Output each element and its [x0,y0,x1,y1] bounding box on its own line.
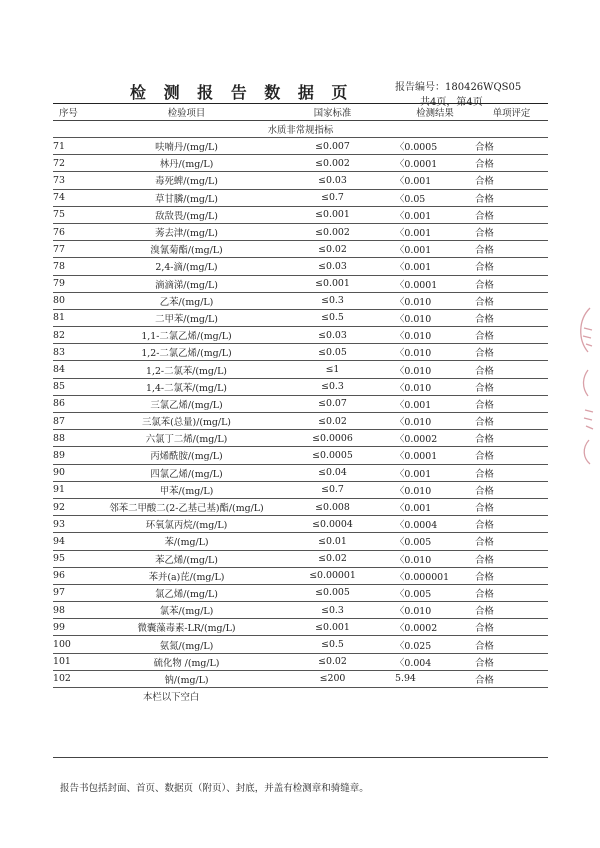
row-evaluation: 合格 [475,223,548,240]
row-result: 〈0.005 [395,533,475,550]
row-number: 98 [53,602,103,619]
row-evaluation: 合格 [475,584,548,601]
row-number: 79 [53,275,103,292]
row-result: 〈0.000001 [395,567,475,584]
row-number: 78 [53,258,103,275]
row-number: 84 [53,361,103,378]
col-header-standard: 国家标准 [270,104,395,121]
row-evaluation: 合格 [475,361,548,378]
row-standard: ≤0.5 [270,636,395,653]
row-number: 97 [53,584,103,601]
row-evaluation: 合格 [475,533,548,550]
row-evaluation: 合格 [475,327,548,344]
row-standard: ≤200 [270,670,395,687]
row-evaluation: 合格 [475,413,548,430]
row-standard: ≤0.3 [270,378,395,395]
page-info: 共4页，第4页 [420,97,483,108]
row-standard: ≤0.02 [270,550,395,567]
table-row [53,670,548,687]
row-item: 氯苯/(mg/L) [103,602,270,619]
row-evaluation: 合格 [475,258,548,275]
row-number: 71 [53,138,103,155]
row-item: 苯并(a)芘/(mg/L) [103,567,270,584]
row-result: 〈0.001 [395,395,475,412]
row-number: 102 [53,670,103,687]
row-number: 87 [53,413,103,430]
row-result: 〈0.05 [395,189,475,206]
table-row [53,361,548,378]
end-note: 本栏以下空白 [143,692,200,704]
row-evaluation: 合格 [475,172,548,189]
row-standard: ≤0.7 [270,481,395,498]
row-result: 〈0.010 [395,327,475,344]
row-evaluation: 合格 [475,430,548,447]
seal-stamp-icon [574,300,596,470]
row-result: 〈0.001 [395,258,475,275]
table-row [53,395,548,412]
row-evaluation: 合格 [475,636,548,653]
row-number: 93 [53,516,103,533]
row-number: 72 [53,155,103,172]
table-row [53,258,548,275]
row-evaluation: 合格 [475,481,548,498]
table-row [53,567,548,584]
row-item: 硫化物 /(mg/L) [103,653,270,670]
row-standard: ≤0.002 [270,155,395,172]
row-evaluation: 合格 [475,447,548,464]
col-header-evaluation: 单项评定 [475,104,548,121]
table-row [53,636,548,653]
row-number: 99 [53,619,103,636]
row-result: 〈0.0005 [395,138,475,155]
row-evaluation: 合格 [475,602,548,619]
row-standard: ≤0.001 [270,275,395,292]
section-row [53,121,548,138]
table-header-row [53,104,548,121]
row-standard: ≤0.3 [270,602,395,619]
row-result: 〈0.010 [395,344,475,361]
row-evaluation: 合格 [475,653,548,670]
row-item: 三氯苯(总量)/(mg/L) [103,413,270,430]
row-item: 2,4-滴/(mg/L) [103,258,270,275]
table-row [53,275,548,292]
row-standard: ≤0.01 [270,533,395,550]
col-header-item: 检验项目 [103,104,270,121]
row-number: 88 [53,430,103,447]
row-item: 二甲苯/(mg/L) [103,309,270,326]
table-row [53,447,548,464]
row-number: 89 [53,447,103,464]
row-item: 苯乙烯/(mg/L) [103,550,270,567]
row-evaluation: 合格 [475,292,548,309]
table-row [53,309,548,326]
row-item: 氯乙烯/(mg/L) [103,584,270,601]
row-item: 1,1-二氯乙烯/(mg/L) [103,327,270,344]
row-evaluation: 合格 [475,464,548,481]
row-standard: ≤0.02 [270,653,395,670]
row-result: 〈0.010 [395,361,475,378]
row-number: 77 [53,241,103,258]
row-item: 甲苯/(mg/L) [103,481,270,498]
row-item: 林丹/(mg/L) [103,155,270,172]
row-standard: ≤0.005 [270,584,395,601]
row-number: 74 [53,189,103,206]
row-evaluation: 合格 [475,155,548,172]
row-number: 76 [53,223,103,240]
table-row [53,498,548,515]
table-row [53,533,548,550]
row-standard: ≤0.008 [270,498,395,515]
row-evaluation: 合格 [475,138,548,155]
table-row [53,516,548,533]
table-row [53,378,548,395]
row-result: 〈0.005 [395,584,475,601]
row-item: 三氯乙烯/(mg/L) [103,395,270,412]
row-number: 96 [53,567,103,584]
row-item: 氨氮/(mg/L) [103,636,270,653]
row-item: 乙苯/(mg/L) [103,292,270,309]
table-row [53,155,548,172]
row-item: 1,2-二氯苯/(mg/L) [103,361,270,378]
row-item: 苯/(mg/L) [103,533,270,550]
table-row [53,344,548,361]
row-item: 环氧氯丙烷/(mg/L) [103,516,270,533]
section-title: 水质非常规指标 [53,121,548,138]
row-number: 75 [53,206,103,223]
row-evaluation: 合格 [475,670,548,687]
row-number: 92 [53,498,103,515]
row-evaluation: 合格 [475,619,548,636]
row-result: 〈0.010 [395,602,475,619]
row-result: 〈0.010 [395,550,475,567]
end-note-row [53,688,548,705]
row-standard: ≤0.002 [270,223,395,240]
row-standard: ≤0.007 [270,138,395,155]
table-row [53,464,548,481]
row-result: 〈0.001 [395,172,475,189]
row-number: 83 [53,344,103,361]
table-row [53,189,548,206]
row-evaluation: 合格 [475,516,548,533]
row-item: 1,4-二氯苯/(mg/L) [103,378,270,395]
row-evaluation: 合格 [475,309,548,326]
row-number: 86 [53,395,103,412]
col-header-result: 检测结果 [395,104,475,121]
row-item: 四氯乙烯/(mg/L) [103,464,270,481]
row-standard: ≤0.5 [270,309,395,326]
row-result: 〈0.004 [395,653,475,670]
table-row [53,602,548,619]
table-row [53,206,548,223]
table-row [53,172,548,189]
row-standard: ≤0.03 [270,258,395,275]
row-number: 94 [53,533,103,550]
row-number: 91 [53,481,103,498]
row-evaluation: 合格 [475,206,548,223]
row-evaluation: 合格 [475,378,548,395]
row-item: 溴氰菊酯/(mg/L) [103,241,270,258]
row-standard: ≤0.02 [270,241,395,258]
table-row [53,481,548,498]
row-number: 95 [53,550,103,567]
row-result: 〈0.001 [395,464,475,481]
row-evaluation: 合格 [475,189,548,206]
table-row [53,550,548,567]
table-row [53,584,548,601]
row-result: 〈0.0001 [395,447,475,464]
row-result: 〈0.010 [395,378,475,395]
row-result: 〈0.0004 [395,516,475,533]
row-evaluation: 合格 [475,395,548,412]
row-item: 钠/(mg/L) [103,670,270,687]
row-item: 滴滴涕/(mg/L) [103,275,270,292]
row-result: 〈0.010 [395,309,475,326]
row-result: 〈0.0001 [395,155,475,172]
table-row [53,413,548,430]
row-number: 85 [53,378,103,395]
row-item: 微囊藻毒素-LR/(mg/L) [103,619,270,636]
row-item: 莠去津/(mg/L) [103,223,270,240]
row-standard: ≤0.001 [270,206,395,223]
report-number: 报告编号：180426WQS05 [395,82,522,93]
row-result: 〈0.001 [395,241,475,258]
row-item: 敌敌畏/(mg/L) [103,206,270,223]
row-result: 〈0.010 [395,481,475,498]
row-evaluation: 合格 [475,498,548,515]
row-result: 〈0.001 [395,206,475,223]
row-evaluation: 合格 [475,241,548,258]
row-item: 1,2-二氯乙烯/(mg/L) [103,344,270,361]
row-item: 六氯丁二烯/(mg/L) [103,430,270,447]
row-number: 82 [53,327,103,344]
row-standard: ≤0.7 [270,189,395,206]
table-row [53,327,548,344]
row-result: 5.94 [395,670,475,687]
row-standard: ≤0.001 [270,619,395,636]
row-number: 81 [53,309,103,326]
table-row [53,223,548,240]
row-number: 80 [53,292,103,309]
row-standard: ≤0.05 [270,344,395,361]
row-standard: ≤1 [270,361,395,378]
row-result: 〈0.001 [395,498,475,515]
footer-note: 报告书包括封面、首页、数据页（附页）、封底，并盖有检测章和骑缝章。 [60,783,369,794]
row-number: 73 [53,172,103,189]
row-number: 90 [53,464,103,481]
data-table [53,103,548,704]
row-evaluation: 合格 [475,275,548,292]
table-row [53,138,548,155]
row-standard: ≤0.03 [270,327,395,344]
table-row [53,292,548,309]
row-standard: ≤0.03 [270,172,395,189]
table-row [53,430,548,447]
row-evaluation: 合格 [475,567,548,584]
row-item: 毒死蜱/(mg/L) [103,172,270,189]
row-standard: ≤0.04 [270,464,395,481]
row-evaluation: 合格 [475,344,548,361]
row-result: 〈0.001 [395,223,475,240]
row-result: 〈0.025 [395,636,475,653]
row-standard: ≤0.0004 [270,516,395,533]
row-result: 〈0.0001 [395,275,475,292]
row-standard: ≤0.02 [270,413,395,430]
table-row [53,653,548,670]
row-standard: ≤0.0006 [270,430,395,447]
page-title: 检 测 报 告 数 据 页 [130,83,354,102]
row-item: 邻苯二甲酸二(2-乙基己基)酯/(mg/L) [103,498,270,515]
row-number: 101 [53,653,103,670]
row-result: 〈0.010 [395,413,475,430]
row-evaluation: 合格 [475,550,548,567]
row-number: 100 [53,636,103,653]
col-header-no: 序号 [53,104,103,121]
row-item: 呋喃丹/(mg/L) [103,138,270,155]
table-row [53,619,548,636]
row-result: 〈0.010 [395,292,475,309]
row-result: 〈0.0002 [395,619,475,636]
row-item: 丙烯酰胺/(mg/L) [103,447,270,464]
row-standard: ≤0.3 [270,292,395,309]
row-standard: ≤0.00001 [270,567,395,584]
footer-divider [53,757,548,758]
table-row [53,241,548,258]
row-item: 草甘膦/(mg/L) [103,189,270,206]
row-result: 〈0.0002 [395,430,475,447]
row-standard: ≤0.07 [270,395,395,412]
row-standard: ≤0.0005 [270,447,395,464]
